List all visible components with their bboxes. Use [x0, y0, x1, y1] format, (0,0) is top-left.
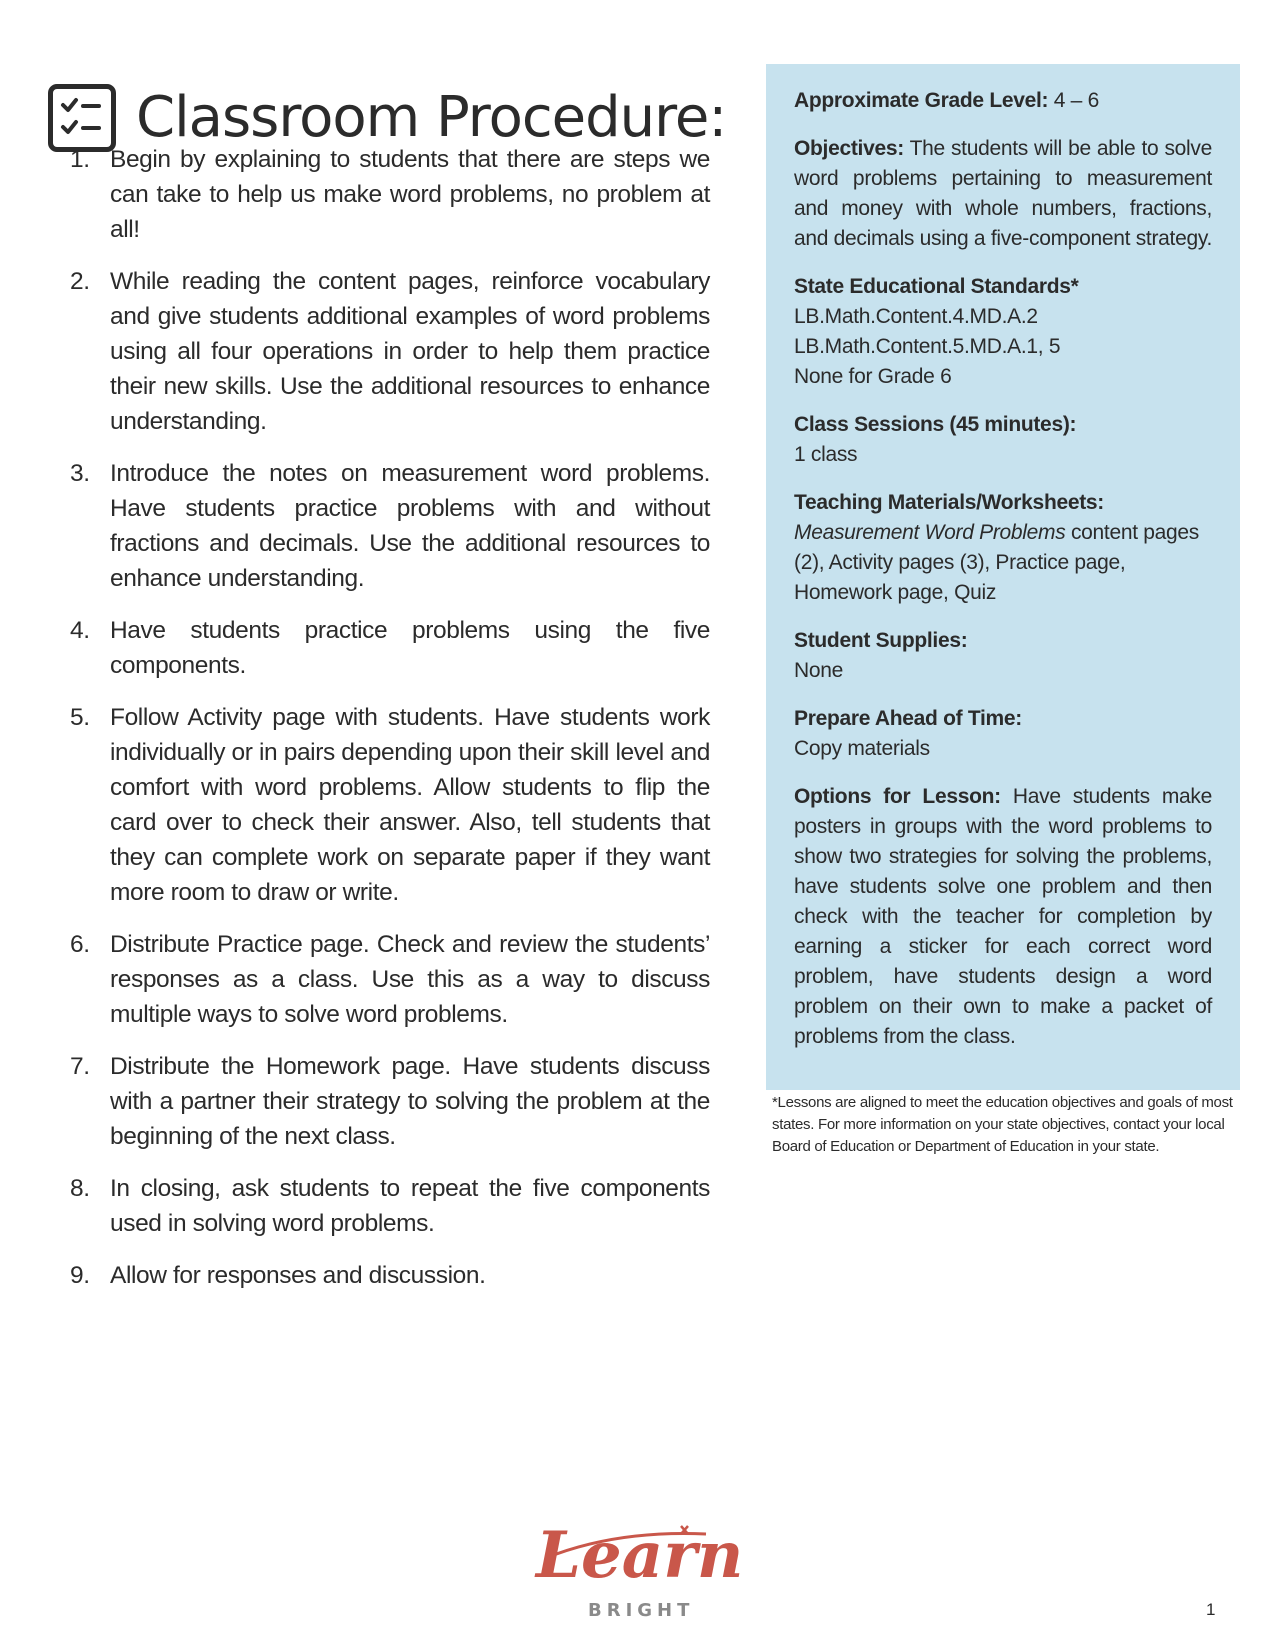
supplies-label: Student Supplies: [794, 629, 968, 652]
materials-text: content pages (2), Activity pages (3), Practice page, Homework page, Quiz [794, 521, 1200, 604]
sessions-value: 1 class [794, 443, 858, 466]
class-sessions [794, 410, 1212, 470]
standard-item: None for Grade 6 [794, 365, 952, 388]
objectives [794, 134, 1212, 254]
student-supplies [794, 626, 1212, 686]
prepare-value: Copy materials [794, 737, 930, 760]
standard-item: LB.Math.Content.4.MD.A.2 [794, 305, 1038, 328]
step-text: Introduce the notes on measurement word problems. Have students practice problems with and without fractions and decimals. Use the additional resources to enhance understanding. [110, 460, 710, 592]
procedure-step [70, 456, 710, 596]
materials-label: Teaching Materials/Worksheets: [794, 491, 1104, 514]
procedure-list [70, 142, 710, 1310]
procedure-step [70, 142, 710, 247]
step-text: Allow for responses and discussion. [110, 1262, 486, 1289]
teaching-materials [794, 488, 1212, 608]
step-text: Distribute the Homework page. Have students discuss with a partner their strategy to solving the problem at the beginning of the next class. [110, 1053, 710, 1150]
procedure-step [70, 264, 710, 439]
step-text: While reading the content pages, reinforce vocabulary and give students additional examples of word problems using all four operations in order to help them practice their new skills. Use the additional resources to enhance understanding. [110, 268, 710, 435]
step-number: 4. [70, 617, 90, 644]
step-number: 8. [70, 1175, 90, 1202]
page-number: 1 [1206, 1600, 1216, 1619]
step-number: 7. [70, 1053, 90, 1080]
step-text: In closing, ask students to repeat the five components used in solving word problems. [110, 1175, 710, 1237]
lesson-info-panel [766, 64, 1240, 1090]
grade-level [794, 86, 1212, 116]
state-standards [794, 272, 1212, 392]
procedure-step [70, 1258, 710, 1293]
options-label: Options for Lesson: [794, 785, 1001, 808]
supplies-value: None [794, 659, 844, 682]
procedure-step [70, 700, 710, 910]
step-number: 3. [70, 460, 90, 487]
objectives-label: Objectives: [794, 137, 904, 160]
step-number: 5. [70, 704, 90, 731]
procedure-step [70, 1171, 710, 1241]
sessions-label: Class Sessions (45 minutes): [794, 413, 1077, 436]
grade-level-label: Approximate Grade Level: [794, 89, 1049, 112]
standard-item: LB.Math.Content.5.MD.A.1, 5 [794, 335, 1061, 358]
materials-title: Measurement Word Problems [794, 521, 1066, 544]
procedure-step [70, 927, 710, 1032]
lesson-options [794, 782, 1212, 1052]
standards-footnote: *Lessons are aligned to meet the education objectives and goals of most states. For more information on your state objectives, contact your local Board of Education or Department of Education in your state. [772, 1094, 1233, 1155]
step-text: Begin by explaining to students that there are steps we can take to help us make word problems, no problem at all! [110, 146, 710, 243]
page-title: Classroom Procedure: [136, 84, 727, 150]
logo-word: Learn [536, 1518, 744, 1593]
procedure-step [70, 613, 710, 683]
prepare-label: Prepare Ahead of Time: [794, 707, 1022, 730]
prepare-ahead [794, 704, 1212, 764]
step-number: 2. [70, 268, 90, 295]
standards-label: State Educational Standards* [794, 275, 1079, 298]
step-number: 1. [70, 146, 90, 173]
step-number: 6. [70, 931, 90, 958]
step-number: 9. [70, 1262, 90, 1289]
learn-bright-logo [536, 1518, 744, 1624]
step-text: Distribute Practice page. Check and review the students’ responses as a class. Use this as a way to discuss multiple ways to solve word problems. [110, 931, 710, 1028]
options-text: Have students make posters in groups with the word problems to show two strategies for solving the problems, have students solve one problem and then check with the teacher for completion by earning a sticker for each correct word problem, have students design a word problem on their own to make a packet of problems from the class. [794, 785, 1212, 1048]
logo-subtitle: BRIGHT [588, 1600, 695, 1621]
grade-level-value: 4 – 6 [1048, 89, 1099, 112]
step-text: Follow Activity page with students. Have students work individually or in pairs depending upon their skill level and comfort with word problems. Allow students to flip the card over to check their answer. Also, tell students that they can complete work on separate paper if they want more room to draw or write. [110, 704, 710, 906]
procedure-step [70, 1049, 710, 1154]
step-text: Have students practice problems using the five components. [110, 617, 710, 679]
objectives-text: The students will be able to solve word problems pertaining to measurement and money with whole numbers, fractions, and decimals using a five-component strategy. [794, 137, 1213, 250]
